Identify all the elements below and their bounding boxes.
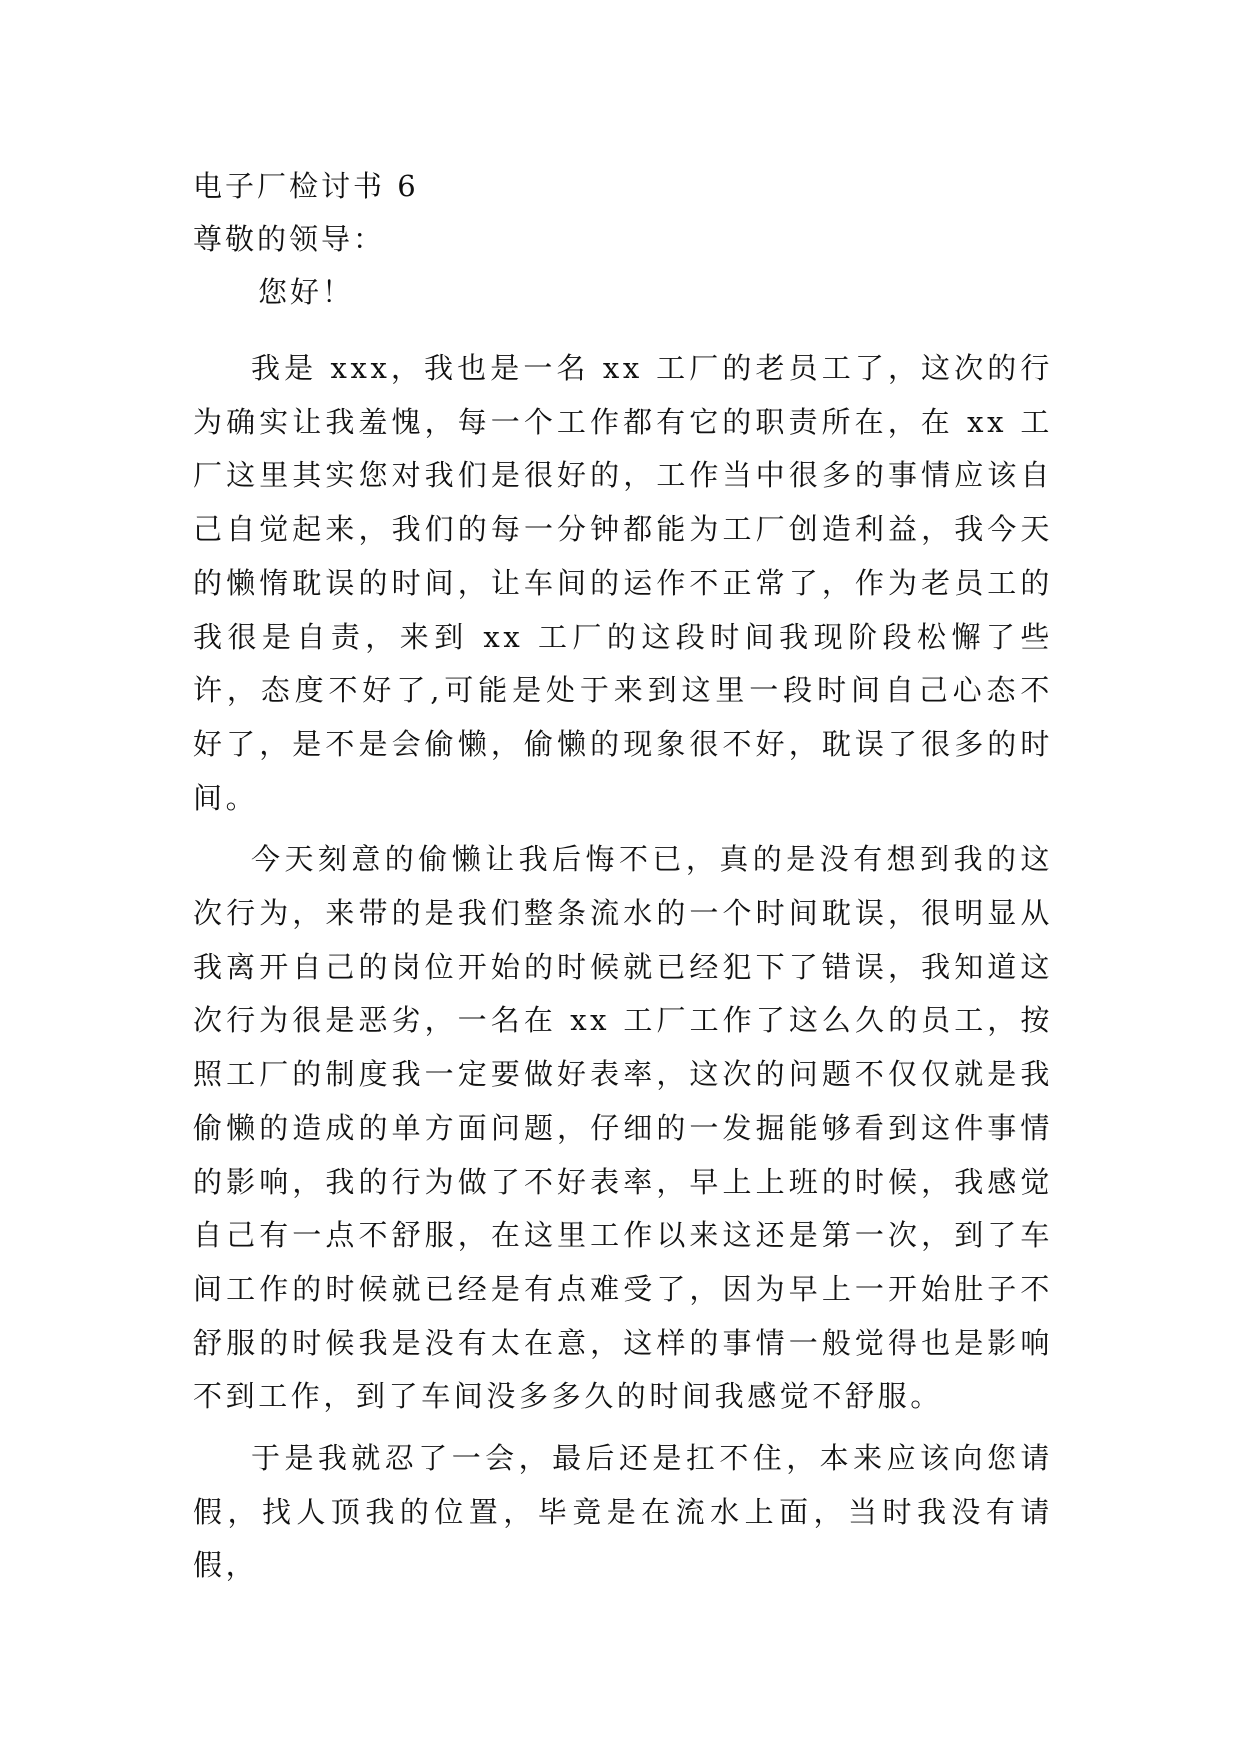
document-title: 电子厂检讨书 6 bbox=[193, 169, 419, 203]
salutation: 尊敬的领导： bbox=[193, 222, 386, 256]
paragraph: 今天刻意的偷懒让我后悔不已，真的是没有想到我的这次行为，来带的是我们整条流水的一个时间耽误，很明显从我离开自己的岗位开始的时候就已经犯下了错误，我知道这次行为很是恶劣，一名在 xx 工厂工作了这么久的员工，按照工厂的制度我一定要做好表率，这次的问题不仅仅就是我偷懒的造成的单方面问题，仔细的一发掘能够看到这件事情的影响，我的行为做了不好表率，早上上班的时候，我感觉自己有一点不舒服，在这里工作以来这还是第一次，到了车间工作的时候就已经是有点难受了，因为早上一开始肚子不舒服的时候我是没有太在意，这样的事情一般觉得也是影响不到工作，到了车间没多多久的时间我感觉不舒服。 bbox=[193, 842, 1053, 1414]
greeting: 您好！ bbox=[258, 275, 355, 309]
paragraph: 于是我就忍了一会，最后还是扛不住，本来应该向您请假，找人顶我的位置，毕竟是在流水上面，当时我没有请假， bbox=[193, 1441, 1053, 1583]
paragraph: 我是 xxx，我也是一名 xx 工厂的老员工了，这次的行为确实让我羞愧，每一个工作都有它的职责所在，在 xx 工厂这里其实您对我们是很好的，工作当中很多的事情应该自己自觉起来，我们的每一分钟都能为工厂创造利益，我今天的懒惰耽误的时间，让车间的运作不正常了，作为老员工的我很是自责，来到 xx 工厂的这段时间我现阶段松懈了些许，态度不好了,可能是处于来到这里一段时间自己心态不好了，是不是会偷懒，偷懒的现象很不好，耽误了很多的时间。 bbox=[193, 351, 1053, 815]
document-body bbox=[193, 342, 1053, 1601]
